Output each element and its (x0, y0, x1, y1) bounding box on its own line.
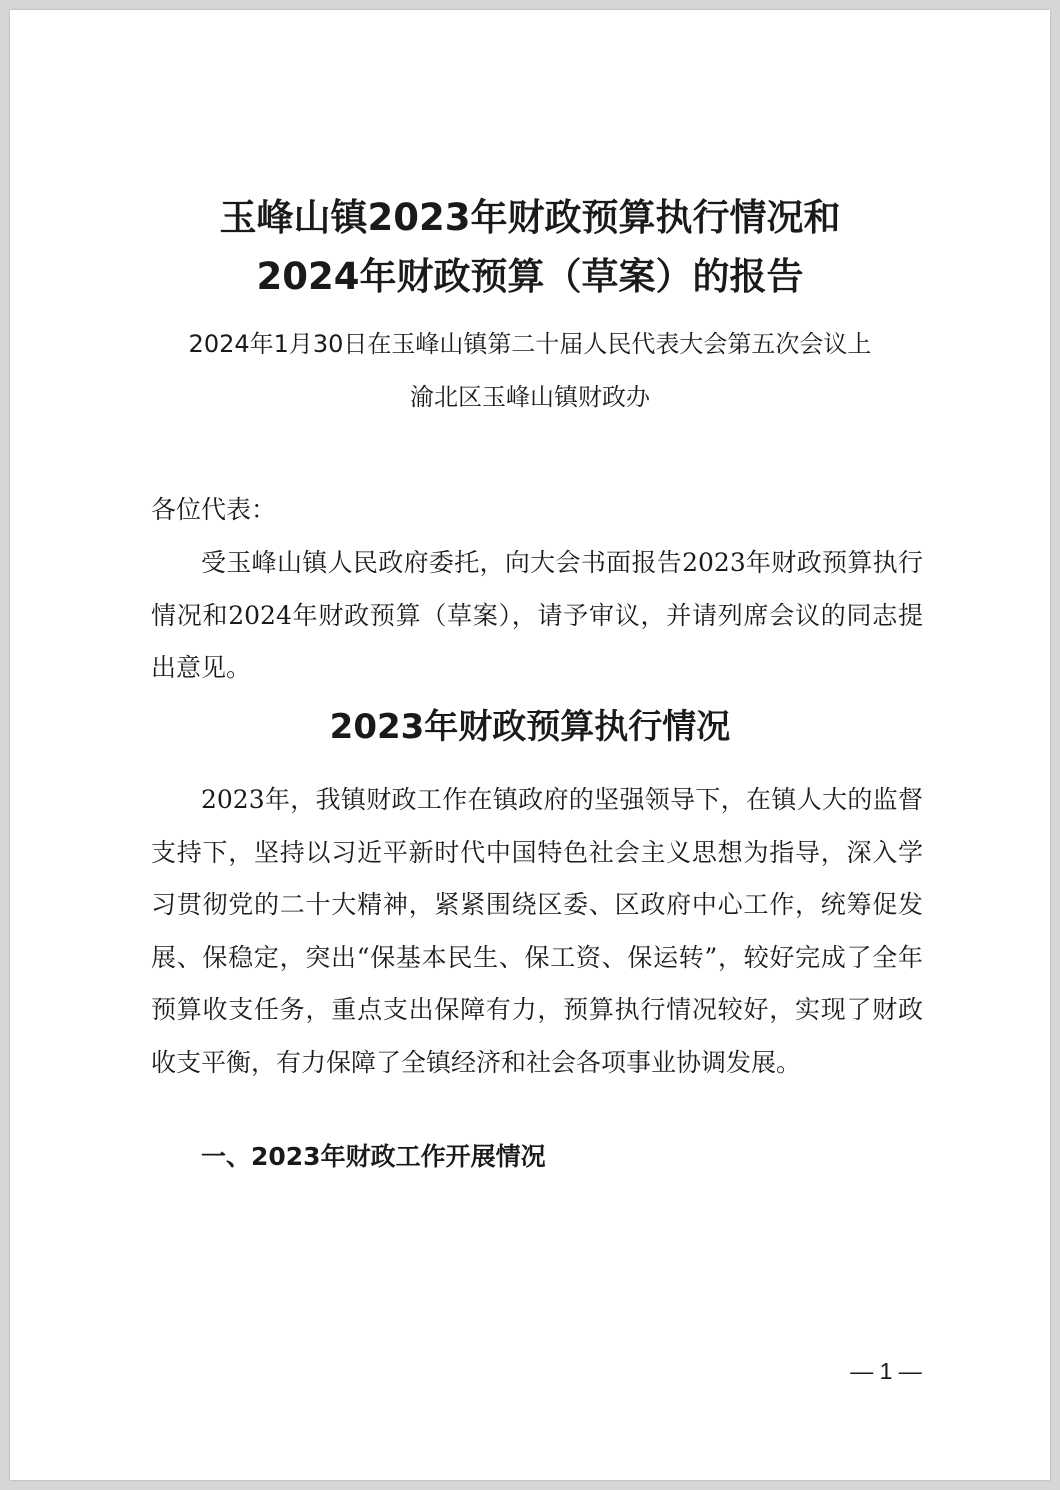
subheading-1: 一、2023年财政工作开展情况 (201, 1142, 546, 1171)
author-office: 渝北区玉峰山镇财政办 (410, 383, 650, 411)
document-page (10, 10, 1050, 1480)
intro-paragraph: 受玉峰山镇人民政府委托，向大会书面报告2023年财政预算执行情况和2024年财政预算（草案），请予审议，并请列席会议的同志提出意见。 (151, 548, 923, 682)
salutation: 各位代表： (151, 495, 277, 524)
page-number: — 1 — (850, 1358, 922, 1384)
summary-paragraph: 2023年，我镇财政工作在镇政府的坚强领导下，在镇人大的监督支持下，坚持以习近平新时代中国特色社会主义思想为指导，深入学习贯彻党的二十大精神，紧紧围绕区委、区政府中心工作，统筹促发展、保稳定，突出“保基本民生、保工资、保运转”，较好完成了全年预算收支任务，重点支出保障有力，预算执行情况较好，实现了财政收支平衡，有力保障了全镇经济和社会各项事业协调发展。 (151, 785, 923, 1077)
report-title-line-2: 2024年财政预算（草案）的报告 (256, 255, 804, 298)
meeting-subtitle: 2024年1月30日在玉峰山镇第二十届人民代表大会第五次会议上 (188, 330, 872, 358)
section-heading: 2023年财政预算执行情况 (329, 707, 731, 747)
report-title-line-1: 玉峰山镇2023年财政预算执行情况和 (219, 196, 841, 239)
